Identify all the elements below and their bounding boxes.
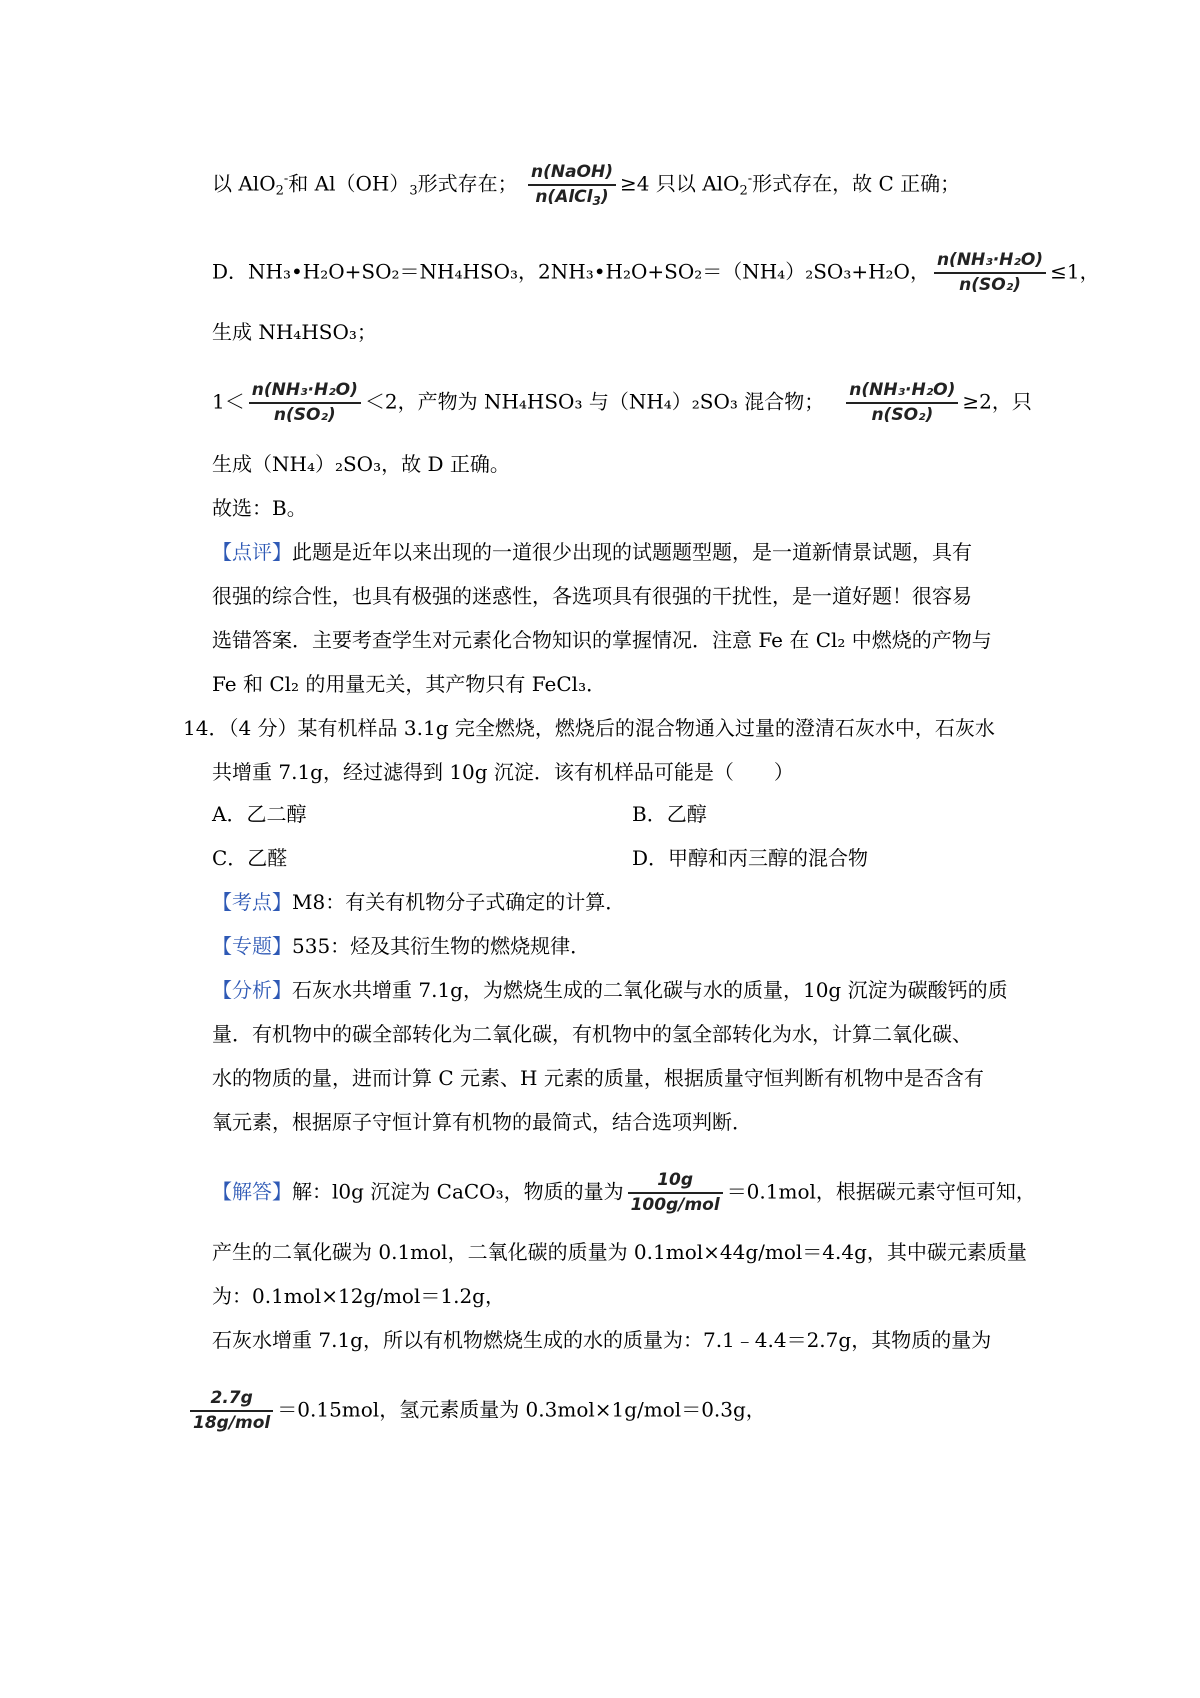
fraction-nh3-so2 <box>934 252 1046 294</box>
text-line: 生成 NH₄HSO₃； <box>212 320 377 344</box>
subscript: 2 <box>275 183 284 199</box>
section-tag-jieda: 【解答】 <box>212 1179 292 1204</box>
comment-line <box>212 538 1032 566</box>
subscript: 3 <box>409 183 418 199</box>
question-stem: 14．（4 分）某有机样品 3.1g 完全燃烧，燃烧后的混合物通入过量的澄清石灰水中，石灰水 <box>183 716 995 740</box>
text-line-alo2-form <box>212 164 1032 206</box>
fraction-nh3-so2 <box>249 382 361 424</box>
fraction-denominator: n(SO₂) <box>273 405 336 425</box>
section-tag-fenxi: 【分析】 <box>212 978 292 1002</box>
option-d: D．甲醇和丙三醇的混合物 <box>632 846 869 870</box>
text-line-ratio-range <box>212 382 1032 424</box>
fraction-10g-100gmol <box>628 1172 723 1214</box>
fraction-denominator: 100g/mol <box>630 1195 720 1215</box>
section-tag-zhuanti: 【专题】 <box>212 934 292 958</box>
text-span: ＜2，产物为 NH₄HSO₃ 与（NH₄）₂SO₃ 混合物； <box>364 389 825 414</box>
text-line: 水的物质的量，进而计算 C 元素、H 元素的质量，根据质量守恒判断有机物中是否含有 <box>212 1066 984 1090</box>
fraction-denominator: n(SO₂) <box>871 405 934 425</box>
kaodian-line <box>212 888 1032 916</box>
fraction-2.7g-18gmol <box>190 1390 273 1432</box>
fraction-naoh-alcl3 <box>528 164 616 206</box>
text-line-water-moles <box>190 1390 1010 1432</box>
text-span: ≥4 只以 AlO <box>620 171 740 196</box>
text-line: 选错答案．主要考查学生对元素化合物知识的掌握情况．注意 Fe 在 Cl₂ 中燃烧的产物与 <box>212 628 992 652</box>
option-a: A．乙二醇 <box>212 802 307 826</box>
fraction-denominator: n(AlCl$_3$) <box>535 187 609 208</box>
text-span: 和 Al（OH） <box>288 171 410 196</box>
fraction-denominator: 18g/mol <box>193 1413 271 1433</box>
text-span: 535：烃及其衍生物的燃烧规律． <box>292 934 591 958</box>
fraction-numerator: 10g <box>628 1172 723 1194</box>
text-line: 石灰水增重 7.1g，所以有机物燃烧生成的水的质量为：7.1﹣4.4＝2.7g，其物质的量为 <box>212 1328 992 1352</box>
text-span: 此题是近年以来出现的一道很少出现的试题题型题，是一道新情景试题，具有 <box>292 540 972 564</box>
text-span: ≤1， <box>1050 259 1100 284</box>
text-line: 量．有机物中的碳全部转化为二氧化碳，有机物中的氢全部转化为水，计算二氧化碳、 <box>212 1022 972 1046</box>
jieda-line <box>212 1170 1036 1215</box>
subscript: 2 <box>739 183 748 199</box>
text-span: M8：有关有机物分子式确定的计算． <box>292 890 626 914</box>
text-span: ＝0.1mol，根据碳元素守恒可知， <box>726 1179 1036 1204</box>
text-span: ≥2，只 <box>962 389 1032 414</box>
option-c: C．乙醛 <box>212 846 288 870</box>
text-span: 石灰水共增重 7.1g，为燃烧生成的二氧化碳与水的质量，10g 沉淀为碳酸钙的质 <box>292 978 1008 1002</box>
text-span: 以 AlO <box>212 171 276 196</box>
superscript: - <box>283 171 289 187</box>
text-line: 生成（NH₄）₂SO₃，故 D 正确。 <box>212 452 510 476</box>
section-tag-kaodian: 【考点】 <box>212 890 292 914</box>
fraction-denominator: n(SO₂) <box>959 275 1021 295</box>
fraction-numerator: n(NH₃·H₂O) <box>846 382 958 404</box>
text-line-option-d <box>212 250 1100 295</box>
text-line: 产生的二氧化碳为 0.1mol，二氧化碳的质量为 0.1mol×44g/mol＝4.4g，其中碳元素质量 <box>212 1240 1027 1264</box>
fenxi-line <box>212 976 1032 1004</box>
text-span: 1＜ <box>212 389 245 414</box>
fraction-numerator: n(NH₃·H₂O) <box>249 382 361 404</box>
fraction-numerator: n(NaOH) <box>528 164 616 186</box>
text-line: 很强的综合性，也具有极强的迷惑性，各选项具有很强的干扰性，是一道好题！很容易 <box>212 584 972 608</box>
text-span: 形式存在，故 C 正确； <box>752 171 961 196</box>
text-span: 解：l0g 沉淀为 CaCO₃，物质的量为 <box>292 1179 624 1204</box>
section-tag-comment: 【点评】 <box>212 540 292 564</box>
text-span: 形式存在； <box>417 171 518 196</box>
fraction-nh3-so2 <box>846 382 958 424</box>
superscript: - <box>747 171 753 187</box>
text-line: Fe 和 Cl₂ 的用量无关，其产物只有 FeCl₃． <box>212 672 607 696</box>
text-line: 为：0.1mol×12g/mol＝1.2g， <box>212 1284 505 1308</box>
fraction-numerator: n(NH₃·H₂O) <box>934 252 1046 274</box>
fraction-numerator: 2.7g <box>190 1390 273 1412</box>
text-line: 氧元素，根据原子守恒计算有机物的最简式，结合选项判断． <box>212 1110 752 1134</box>
option-b: B．乙醇 <box>632 802 707 826</box>
text-span: ＝0.15mol，氢元素质量为 0.3mol×1g/mol＝0.3g， <box>277 1397 766 1422</box>
answer-line: 故选：B。 <box>212 496 307 520</box>
question-stem: 共增重 7.1g，经过滤得到 10g 沉淀．该有机样品可能是（ ） <box>212 760 794 784</box>
text-span: D．NH₃•H₂O+SO₂＝NH₄HSO₃，2NH₃•H₂O+SO₂＝（NH₄）₂SO₃+H₂O， <box>212 259 930 284</box>
zhuanti-line <box>212 932 1032 960</box>
options-row <box>212 800 1032 828</box>
options-row <box>212 844 1032 872</box>
